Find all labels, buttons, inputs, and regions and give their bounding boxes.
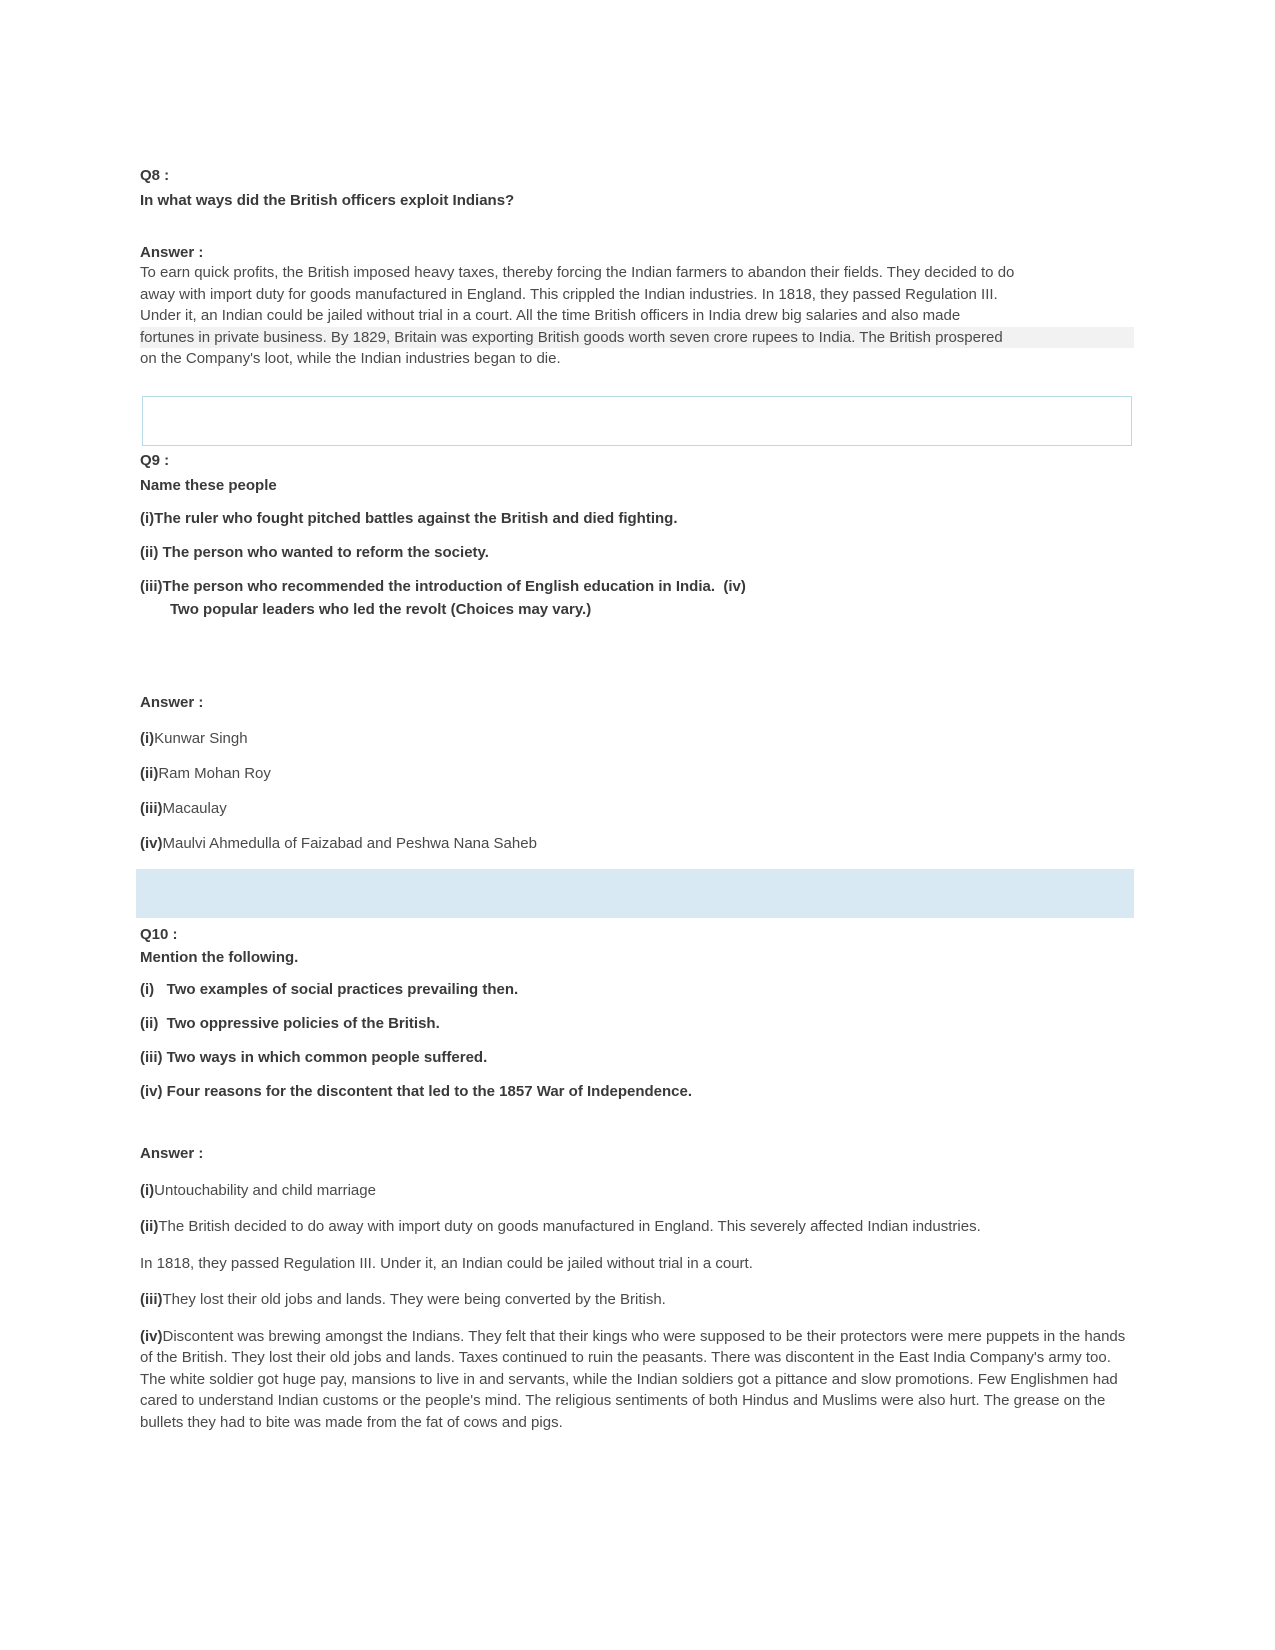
answer-9-item-text: Macaulay <box>162 799 227 817</box>
question-10-label: Q10 : <box>140 925 178 943</box>
question-10-item: (i) Two examples of social practices prevailing then. <box>140 980 519 998</box>
answer-8-line-highlighted: fortunes in private business. By 1829, Britain was exporting British goods worth seven crore rupees to India. The British prospered <box>140 327 1134 349</box>
answer-8-paragraph <box>140 262 1134 370</box>
answer-10-item-prefix: (iii) <box>140 1291 163 1308</box>
question-10-heading <box>140 923 1134 969</box>
question-9-item-continuation: Two popular leaders who led the revolt (Choices may vary.) <box>170 600 592 618</box>
question-9-item: (ii) The person who wanted to reform the society. <box>140 543 489 561</box>
question-8-text: In what ways did the British officers exploit Indians? <box>140 192 515 209</box>
answer-10-item <box>140 1326 1134 1434</box>
answer-10-item-text: They lost their old jobs and lands. They were being converted by the British. <box>162 1291 666 1308</box>
question-8-label: Q8 : <box>140 167 170 184</box>
answer-10-item <box>140 1289 1134 1311</box>
question-9-item: (iii)The person who recommended the introduction of English education in India. (iv) <box>140 577 746 595</box>
answer-9-item <box>140 764 1134 784</box>
question-9-label: Q9 : <box>140 451 170 469</box>
question-9-items <box>140 509 1134 620</box>
answer-9-item-prefix: (i) <box>140 729 155 747</box>
answer-8-line: Under it, an Indian could be jailed without trial in a court. All the time British officers in India drew big salaries and also made <box>140 307 961 324</box>
answer-8-line: away with import duty for goods manufactured in England. This crippled the Indian industries. In 1818, they passed Regulation III. <box>140 285 998 303</box>
answer-10-item-text: Discontent was brewing amongst the Indians. They felt that their kings who were supposed to be their protectors were mere puppets in the hands of the British. They lost their old jobs and lands. Taxes continued to ruin the peasants. There was discontent in the East India Company's army too. The white soldier got huge pay, mansions to live in and servants, while the Indian soldiers got a pittance and slow promotions. Few Englishmen had cared to understand Indian customs or the people's mind. The religious sentiments of both Hindus and Muslims were also hurt. The grease on the bullets they had to bite was made from the fat of cows and pigs. <box>140 1327 1126 1431</box>
question-10-item: (iv) Four reasons for the discontent that led to the 1857 War of Independence. <box>140 1082 693 1100</box>
question-9-text: Name these people <box>140 476 277 494</box>
answer-8-line: on the Company's loot, while the Indian industries began to die. <box>140 350 561 367</box>
blue-highlight-band <box>136 869 1134 918</box>
answer-10-item-prefix: (ii) <box>140 1218 159 1235</box>
empty-ad-placeholder-box <box>142 396 1132 446</box>
answer-9-item-text: Ram Mohan Roy <box>158 764 271 782</box>
answer-10-item <box>140 1216 1134 1238</box>
answer-10-label: Answer : <box>140 1144 204 1162</box>
answer-9-item <box>140 729 1134 749</box>
answer-9-item-text: Maulvi Ahmedulla of Faizabad and Peshwa Nana Saheb <box>162 834 537 852</box>
answer-8-line: To earn quick profits, the British imposed heavy taxes, thereby forcing the Indian farmers to abandon their fields. They decided to do <box>140 264 1015 281</box>
question-9-heading <box>140 448 1134 498</box>
answer-10-item-text: The British decided to do away with import duty on goods manufactured in England. This severely affected Indian industries. <box>158 1218 981 1235</box>
question-10-item: (iii) Two ways in which common people suffered. <box>140 1048 488 1066</box>
answer-10-item <box>140 1180 1134 1202</box>
answer-10-item-text: Untouchability and child marriage <box>154 1181 376 1199</box>
answer-10-list <box>140 1180 1134 1434</box>
question-10-items <box>140 980 1134 1102</box>
answer-9-item <box>140 799 1134 819</box>
answer-10-item-prefix: (iv) <box>140 1327 163 1345</box>
document-content <box>140 0 1134 1433</box>
answer-8-label: Answer : <box>140 244 204 261</box>
answer-9-item <box>140 834 1134 854</box>
question-8-heading <box>140 163 1134 213</box>
question-9-item: (i)The ruler who fought pitched battles against the British and died fighting. <box>140 509 678 527</box>
answer-9-item-text: Kunwar Singh <box>154 729 248 747</box>
answer-10-item-prefix: (i) <box>140 1181 155 1199</box>
answer-9-item-prefix: (iv) <box>140 834 163 852</box>
question-10-item: (ii) Two oppressive policies of the British. <box>140 1014 440 1032</box>
answer-9-item-prefix: (ii) <box>140 764 159 782</box>
answer-9-list <box>140 729 1134 854</box>
answer-10-item <box>140 1253 1134 1275</box>
answer-9-label: Answer : <box>140 693 204 711</box>
answer-10-item-text: In 1818, they passed Regulation III. Under it, an Indian could be jailed without trial in a court. <box>140 1254 753 1272</box>
question-10-text: Mention the following. <box>140 948 299 966</box>
answer-9-item-prefix: (iii) <box>140 799 163 817</box>
